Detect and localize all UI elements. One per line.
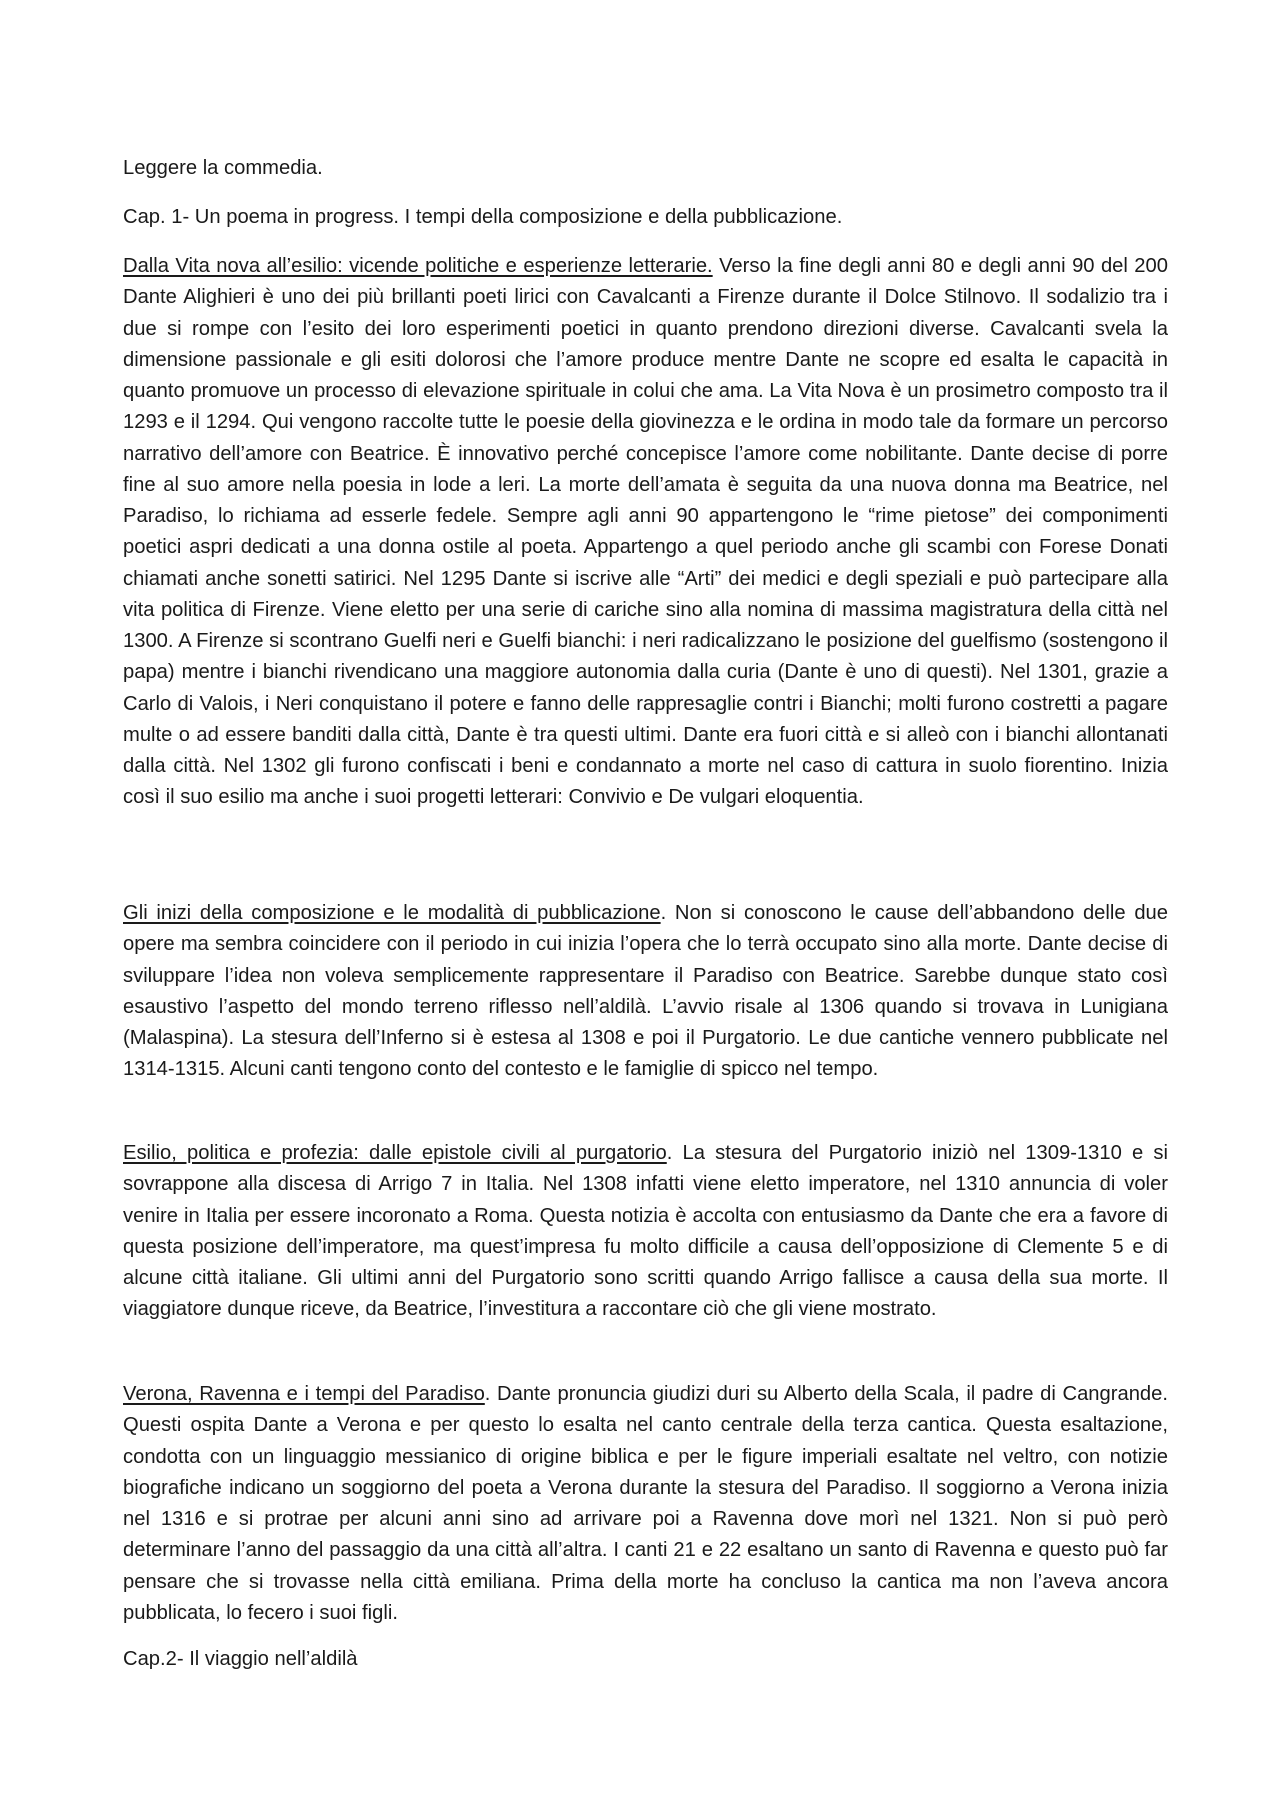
chapter-2-heading: Cap.2- Il viaggio nell’aldilà (123, 1648, 358, 1670)
section-heading: Verona, Ravenna e i tempi del Paradiso (123, 1383, 485, 1405)
section-heading: Dalla Vita nova all’esilio: vicende politiche e esperienze letterarie. (123, 255, 713, 277)
section-body: . Non si conoscono le cause dell’abbandono delle due opere ma sembra coincidere con il periodo in cui inizia l’opera che lo terrà occupato sino alla morte. Dante decise di sviluppare l’idea non voleva semplicemente rappresentare il Paradiso con Beatrice. Sarebbe dunque stato così esaustivo l’aspetto del mondo terreno riflesso nell’aldilà. L’avvio risale al 1306 quando si trovava in Lunigiana (Malaspina). La stesura dell’Inferno si è estesa al 1308 e poi il Purgatorio. Le due cantiche vennero pubblicate nel 1314-1315. Alcuni canti tengono conto del contesto e le famiglie di spicco nel tempo. (123, 902, 1168, 1081)
chapter-1-heading: Cap. 1- Un poema in progress. I tempi della composizione e della pubblicazione. (123, 206, 843, 228)
section-heading: Esilio, politica e profezia: dalle epistole civili al purgatorio (123, 1142, 667, 1164)
section-body: . La stesura del Purgatorio iniziò nel 1309-1310 e si sovrappone alla discesa di Arrigo 7 in Italia. Nel 1308 infatti viene eletto imperatore, nel 1310 annuncia di voler venire in Italia per essere incoronato a Roma. Questa notizia è accolta con entusiasmo da Dante che era a favore di questa posizione dell’imperatore, ma quest’impresa fu molto difficile a causa dell’opposizione di Clemente 5 e di alcune città italiane. Gli ultimi anni del Purgatorio sono scritti quando Arrigo fallisce a causa della sua morte. Il viaggiatore dunque riceve, da Beatrice, l’investitura a raccontare ciò che gli viene mostrato. (123, 1142, 1168, 1321)
section-body: . Dante pronuncia giudizi duri su Alberto della Scala, il padre di Cangrande. Questi ospita Dante a Verona e per questo lo esalta nel canto centrale della terza cantica. Questa esaltazione, condotta con un linguaggio messianico di origine biblica e per le figure imperiali esaltate nel veltro, con notizie biografiche indicano un soggiorno del poeta a Verona durante la stesura del Paradiso. Il soggiorno a Verona inizia nel 1316 e si protrae per alcuni anni sino ad arrivare poi a Ravenna dove morì nel 1321. Non si può però determinare l’anno del passaggio da una città all’altra. I canti 21 e 22 esaltano un santo di Ravenna e questo può far pensare che si trovasse nella città emiliana. Prima della morte ha concluso la cantica ma non l’aveva ancora pubblicata, lo fecero i suoi figli. (123, 1383, 1168, 1624)
document-title-line: Leggere la commedia. (123, 157, 323, 179)
section-body: Verso la fine degli anni 80 e degli anni 90 del 200 Dante Alighieri è uno dei più brillanti poeti lirici con Cavalcanti a Firenze durante il Dolce Stilnovo. Il sodalizio tra i due si rompe con l’esito dei loro esperimenti poetici in quanto prendono direzioni diverse. Cavalcanti svela la dimensione passionale e gli esiti dolorosi che l’amore produce mentre Dante ne scopre ed esalta le capacità in quanto promuove un processo di elevazione spirituale in colui che ama. La Vita Nova è un prosimetro composto tra il 1293 e il 1294. Qui vengono raccolte tutte le poesie della giovinezza e le ordina in modo tale da formare un percorso narrativo dell’amore con Beatrice. È innovativo perché concepisce l’amore come nobilitante. Dante decise di porre fine al suo amore nella poesia in lode a leri. La morte dell’amata è seguita da una nuova donna ma Beatrice, nel Paradiso, lo richiama ad esserle fedele. Sempre agli anni 90 appartengono le “rime pietose” dei componimenti poetici aspri dedicati a una donna ostile al poeta. Appartengo a quel periodo anche gli scambi con Forese Donati chiamati anche sonetti satirici. Nel 1295 Dante si iscrive alle “Arti” dei medici e degli speziali e può partecipare alla vita politica di Firenze. Viene eletto per una serie di cariche sino alla nomina di massima magistratura della città nel 1300. A Firenze si scontrano Guelfi neri e Guelfi bianchi: i neri radicalizzano le posizione del guelfismo (sostengono il papa) mentre i bianchi rivendicano una maggiore autonomia dalla curia (Dante è uno di questi). Nel 1301, grazie a Carlo di Valois, i Neri conquistano il potere e fanno delle rappresaglie contri i Bianchi; molti furono costretti a pagare multe o ad essere banditi dalla città, Dante è tra questi ultimi. Dante era fuori città e si alleò con i bianchi allontanati dalla città. Nel 1302 gli furono confiscati i beni e condannato a morte nel caso di cattura in suolo fiorentino. Inizia così il suo esilio ma anche i suoi progetti letterari: Convivio e De vulgari eloquentia. (123, 255, 1168, 809)
section-paragraph (123, 1379, 1168, 1629)
section-paragraph (123, 898, 1168, 1086)
section-heading: Gli inizi della composizione e le modalità di pubblicazione (123, 902, 661, 924)
section-paragraph (123, 251, 1168, 814)
section-paragraph (123, 1138, 1168, 1326)
